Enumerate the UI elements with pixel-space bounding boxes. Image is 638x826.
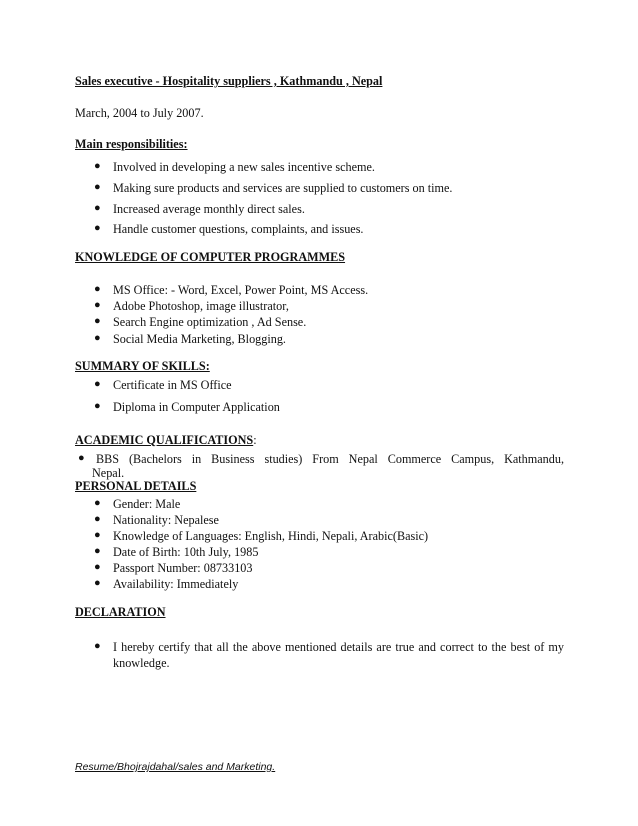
bullet-icon: ● — [78, 452, 85, 464]
academic-line2: Nepal. — [92, 466, 125, 480]
responsibilities-title: Main responsibilities: — [75, 137, 188, 151]
job-dates: March, 2004 to July 2007. — [75, 106, 204, 120]
job-heading: Sales executive - Hospitality suppliers , Kathmandu , Nepal — [75, 74, 383, 88]
computer-title: KNOWLEDGE OF COMPUTER PROGRAMMES — [75, 250, 346, 264]
bullet-icon: ● — [94, 315, 101, 327]
bullet-icon: ● — [94, 222, 101, 234]
bullet-icon: ● — [94, 160, 101, 172]
bullet-icon: ● — [94, 640, 101, 652]
personal-title: PERSONAL DETAILS — [75, 479, 197, 493]
page-footer: Resume/Bhojrajdahal/sales and Marketing. — [75, 761, 276, 773]
bullet-icon: ● — [94, 513, 101, 525]
declaration-title: DECLARATION — [75, 605, 166, 619]
skills-title: SUMMARY OF SKILLS: — [75, 359, 210, 373]
academic-title: ACADEMIC QUALIFICATIONS — [75, 433, 254, 447]
bullet-icon: ● — [94, 497, 101, 509]
bullet-icon: ● — [94, 545, 101, 557]
bullet-icon: ● — [94, 202, 101, 214]
bullet-icon: ● — [94, 299, 101, 311]
bullet-icon: ● — [94, 577, 101, 589]
bullet-icon: ● — [94, 181, 101, 193]
bullet-icon: ● — [94, 561, 101, 573]
academic-heading: ACADEMIC QUALIFICATIONS: — [75, 433, 257, 447]
bullet-icon: ● — [94, 529, 101, 541]
bullet-icon: ● — [94, 283, 101, 295]
bullet-icon: ● — [94, 400, 101, 412]
bullet-icon: ● — [94, 378, 101, 390]
declaration-line2: knowledge. — [113, 656, 170, 670]
bullet-icon: ● — [94, 332, 101, 344]
